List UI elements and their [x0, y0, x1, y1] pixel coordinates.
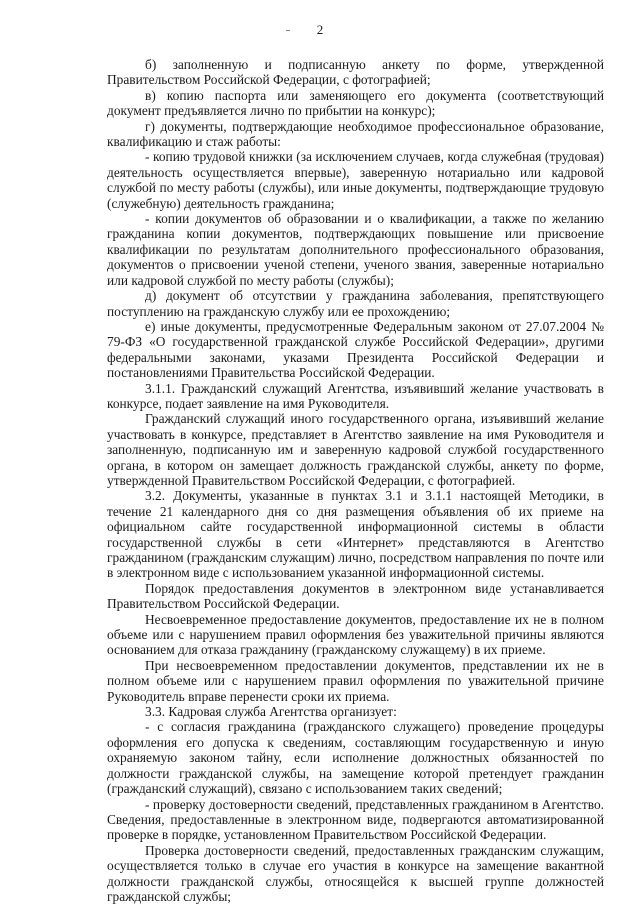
- page-number: 2: [316, 22, 324, 37]
- paragraph: Гражданский служащий иного государственного органа, изъявивший желание участвовать в конкурсе, представляет в Агентство заявление на имя Руководителя и заполненную, подписанную им и заверенную кадровой службой государственного органа, в котором он замещает должность гражданской службы, анкету по форме, утвержденной Правительством Российской Федерации, с фотографией.: [107, 411, 604, 488]
- document-body: [107, 57, 604, 904]
- paragraph: - с согласия гражданина (гражданского служащего) проведение процедуры оформления его допуска к сведениям, составляющим государственную и иную охраняемую законом тайну, если исполнение должностных обязанностей по должности гражданской службы, на замещение которой претендует гражданин (гражданский служащий), связано с использованием таких сведений;: [107, 719, 604, 797]
- paragraph: - копии документов об образовании и о квалификации, а также по желанию гражданина копии документов, подтверждающих повышение или присвоение квалификации по результатам дополнительного профессионального образования, документов о присвоении ученой степени, ученого звания, заверенные нотариально или кадровой службой по месту работы (службы);: [107, 211, 604, 288]
- paragraph: д) документ об отсутствии у гражданина заболевания, препятствующего поступлению на гражданскую службу или ее прохождению;: [107, 288, 604, 319]
- paragraph: Несвоевременное предоставление документов, предоставление их не в полном объеме или с нарушением правил оформления без уважительной причины являются основанием для отказа гражданину (гражданскому служащему) в их приеме.: [107, 611, 604, 658]
- paragraph: е) иные документы, предусмотренные Федеральным законом от 27.07.2004 № 79-ФЗ «О государственной гражданской службе Российской Федерации», другими федеральными законами, указами Президента Российской Федерации и постановлениями Правительства Российской Федерации.: [107, 318, 604, 381]
- paragraph: - копию трудовой книжки (за исключением случаев, когда служебная (трудовая) деятельность осуществляется впервые), заверенную нотариально или кадровой службой по месту работы (службы), или иные документы, подтверждающие трудовую (служебную) деятельность гражданина;: [107, 149, 604, 211]
- paragraph: 3.1.1. Гражданский служащий Агентства, изъявивший желание участвовать в конкурсе, подает заявление на имя Руководителя.: [107, 380, 604, 411]
- paragraph: Проверка достоверности сведений, предоставленных гражданским служащим, осуществляется только в случае его участия в конкурсе на замещение вакантной должности гражданской службы, относящейся к высшей группе должностей гражданской службы;: [107, 842, 604, 904]
- paragraph: - проверку достоверности сведений, представленных гражданином в Агентство. Сведения, предоставленные в электронном виде, подвергаются автоматизированной проверке в порядке, установленном Правительством Российской Федерации.: [107, 796, 604, 843]
- paragraph: в) копию паспорта или заменяющего его документа (соответствующий документ предъявляется лично по прибытии на конкурс);: [107, 87, 604, 119]
- paragraph: г) документы, подтверждающие необходимое профессиональное образование, квалификацию и стаж работы:: [107, 118, 604, 150]
- paragraph: Порядок предоставления документов в электронном виде устанавливается Правительством Российской Федерации.: [107, 580, 604, 612]
- paragraph: б) заполненную и подписанную анкету по форме, утвержденной Правительством Российской Федерации, с фотографией;: [107, 57, 604, 88]
- paragraph: 3.3. Кадровая служба Агентства организует:: [145, 704, 397, 720]
- paragraph: 3.2. Документы, указанные в пунктах 3.1 и 3.1.1 настоящей Методики, в течение 21 календарного дня со дня размещения объявления об их приеме на официальном сайте государственной информационной системы в области государственной службы в сети «Интернет» представляются в Агентство гражданином (гражданским служащим) лично, посредством направления по почте или в электронном виде с использованием указанной информационной системы.: [107, 488, 605, 581]
- paragraph: При несвоевременном предоставлении документов, представлении их не в полном объеме или с нарушением правил оформления по уважительной причине Руководитель вправе перенести сроки их приема.: [107, 657, 604, 704]
